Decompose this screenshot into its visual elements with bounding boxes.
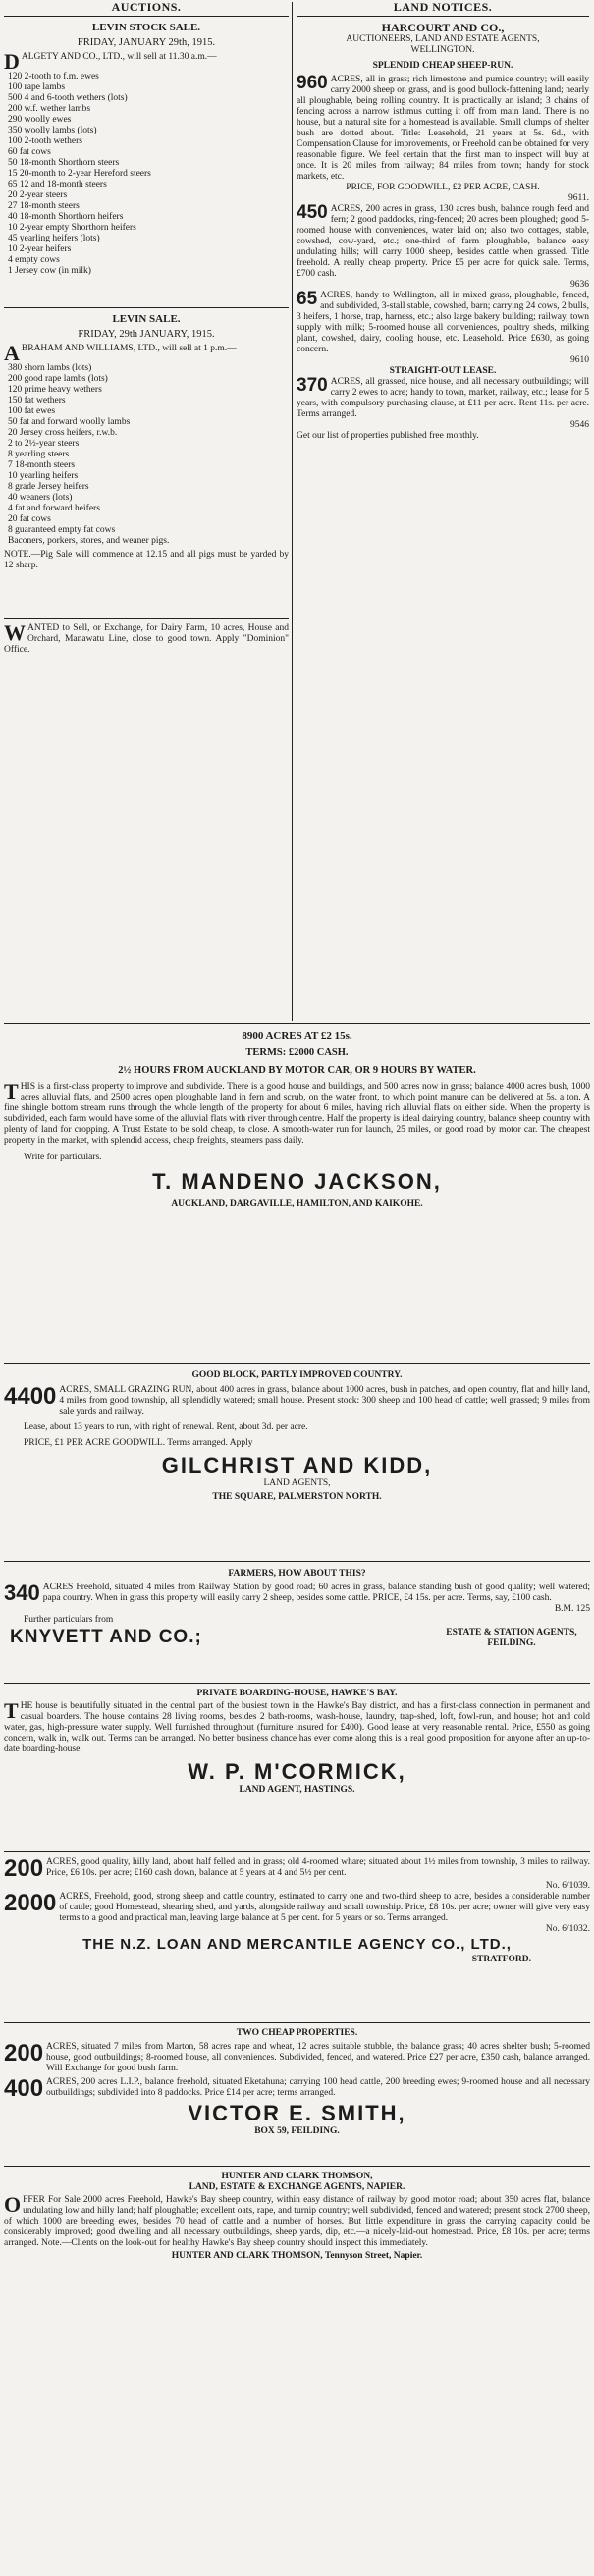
lot-item: 4 empty cows [8, 255, 60, 265]
nz-loan-city: STRATFORD. [471, 1955, 531, 1964]
harcourt-line2: AUCTIONEERS, LAND AND ESTATE AGENTS, [346, 34, 540, 44]
lot-item: 8 yearling steers [8, 450, 70, 459]
smith-name: VICTOR E. SMITH, [188, 2101, 406, 2125]
lot-item: 20 fat cows [8, 514, 51, 524]
listing-370: 370 ACRES, all grassed, nice house, and all necessary outbuildings; will carry 2 ewes to acre; handy to town, market, railway, etc.; lease for 5 years, with compulsory purchasing clause, at £11 per acre. Rent 11s. per acre. Terms arranged. [297, 377, 589, 419]
lot-item: 380 shorn lambs (lots) [8, 363, 92, 373]
levin-stock-sale-lots [8, 72, 289, 277]
harcourt-city: WELLINGTON. [410, 45, 475, 55]
listing-960-price: PRICE, FOR GOODWILL, £2 PER ACRE, CASH. [346, 183, 540, 192]
mandeno-body: T HIS is a first-class property to improve and subdivide. There is a good house and buildings, and 500 acres now in grass; balance 4000 acres bush, 1000 acres alluvial flats, and 2500 acres open ploughable land in fern and scrub, on the water front, to which point manure can be delivered at 5s. a ton. A fine shingle bottom stream runs through the whole length of the property for about 6 miles, having rich alluvial flats on either side. When the property is subdivided, each farm would have some of the alluvial flats with river through centre. Half the property is ideal dairying country, balance sheep country with plenty of land for cropping. A Trust Estate to be sold cheap, to close. A smooth-water run for launch, 25 miles, or good road by motor car. The cheapest property in the market, with splendid access, cheap freights, steamers pass daily. [4, 1082, 590, 1146]
lot-item: 20 2-year steers [8, 190, 68, 200]
hunter-body: O FFER For Sale 2000 acres Freehold, Hawke's Bay sheep country, within easy distance of railway by good motor road; about 350 acres flat, balance undulating low and hilly land; half ploughable; excellent oats, rape, and turnip country; well subdivided, fenced and watered; present stock 2700 sheep, of which 1000 are breeding ewes, besides 70 head of cattle and a number of horses. But little expenditure in grass the carrying capacity could be considerably improved; good dwelling and all necessary outbuildings, sheep yards, dip, etc.—a nicely-laid-out homestead. Price, £8 10s. per acre; terms arranged. Note.—Clients on the look-out for healthy Hawke's Bay sheep country should inspect this immediately. [4, 2195, 590, 2248]
nz-loan-ref-b: No. 6/1032. [545, 1924, 590, 1934]
listing-960-ref: 9611. [567, 193, 589, 203]
smith-listing-200: 200 ACRES, situated 7 miles from Marton, 58 acres rape and wheat, 12 acres suitable stubble, the balance grass; 40 acres shelter bush; 5-roomed house, good outbuildings; 8-roomed house, all conveniences. Subdivided, fenced, and watered. Price £27 per acre, £350 cash, balance arranged. Will Exchange for good bush farm. [4, 2042, 590, 2073]
levin-sale-intro: A BRAHAM AND WILLIAMS, LTD., will sell at 1 p.m.— [4, 344, 237, 363]
mccormick-agents: LAND AGENT, HASTINGS. [239, 1785, 355, 1795]
knyvett-name: KNYVETT AND CO.; [10, 1628, 202, 1647]
acreage: 370 [297, 377, 328, 396]
levin-sale-note: NOTE.—Pig Sale will commence at 12.15 and all pigs must be yarded by 12 sharp. [4, 550, 289, 570]
knyvett-footer [4, 1628, 590, 1649]
auctions-column [4, 0, 289, 656]
lot-item: 10 2-year heifers [8, 244, 72, 254]
gilchrist-body: 4400 ACRES, SMALL GRAZING RUN, about 400 acres in grass, balance about 1000 acres, bush in patches, and open country, flat and hilly land, 4 miles from good township, all splendidly watered; small house. Present stock: 300 sheep and 100 head of cattle; well grassed; 9 miles from sale yards and railway. [4, 1385, 590, 1417]
mandeno-write: Write for particulars. [24, 1153, 102, 1162]
levin-sale-lots [8, 363, 289, 547]
lot-item: 100 2-tooth wethers [8, 136, 82, 146]
lot-item: 15 20-month to 2-year Hereford steers [8, 169, 151, 179]
boarding-heading: PRIVATE BOARDING-HOUSE, HAWKE'S BAY. [196, 1689, 398, 1698]
lot-item: Baconers, porkers, stores, and weaner pigs. [8, 536, 170, 546]
drop-cap: W [4, 623, 26, 645]
drop-cap: A [4, 344, 20, 363]
gilchrist-price: PRICE, £1 PER ACRE GOODWILL. Terms arranged. Apply [24, 1438, 253, 1448]
acreage: 65 [297, 291, 318, 309]
lot-item: 120 2-tooth to f.m. ewes [8, 72, 99, 81]
knyvett-ad [4, 1569, 590, 1649]
listing-65: 65 ACRES, handy to Wellington, all in mixed grass, ploughable, fenced, and subdivided, 3-stall stable, cowshed, barn; carrying 24 cows, 2 bulls, 3 heifers, 1 horse, trap, harness, etc.; also large bakery building; railway, town supply with milk; 5-roomed house all conveniences, poultry sheds, milking plant, cowshed, dairy, cooling house, etc. Leasehold. Price £630, as going concern. [297, 291, 589, 354]
acreage: 450 [297, 204, 328, 223]
knyvett-further: Further particulars from [24, 1615, 114, 1625]
knyvett-ref: B.M. 125 [554, 1604, 590, 1614]
drop-cap: O [4, 2195, 22, 2217]
levin-sale-ad [4, 312, 289, 615]
boarding-house-ad [4, 1689, 590, 1796]
lot-item: 290 woolly ewes [8, 115, 72, 125]
drop-cap: T [4, 1082, 19, 1103]
lot-item: 100 fat ewes [8, 406, 56, 416]
nz-loan-name: THE N.Z. LOAN AND MERCANTILE AGENCY CO., LTD., [82, 1936, 512, 1953]
hunter-head1: HUNTER AND CLARK THOMSON, [221, 2172, 373, 2181]
mandeno-places: AUCKLAND, DARGAVILLE, HAMILTON, AND KAIKOHE. [171, 1199, 423, 1208]
lot-item: 2 to 2½-year steers [8, 439, 80, 449]
column-divider [292, 2, 293, 1021]
lot-item: 50 18-month Shorthorn steers [8, 158, 120, 168]
mandeno-ad [4, 1029, 590, 1209]
hunter-footer: HUNTER AND CLARK THOMSON, Tennyson Street, Napier. [171, 2251, 423, 2261]
levin-sale-date: FRIDAY, 29th JANUARY, 1915. [78, 329, 215, 340]
lot-item: 60 fat cows [8, 147, 51, 157]
mandeno-heading: 8900 ACRES AT £2 15s. [242, 1030, 352, 1042]
gilchrist-lease: Lease, about 13 years to run, with right of renewal. Rent, about 3d. per acre. [24, 1422, 308, 1432]
acreage: 960 [297, 75, 328, 93]
knyvett-agents: ESTATE & STATION AGENTS, FEILDING. [446, 1628, 577, 1648]
lot-item: 1 Jersey cow (in milk) [8, 266, 91, 276]
listing-450: 450 ACRES, 200 acres in grass, 130 acres bush, balance rough feed and fern; 2 good paddocks, ring-fenced; 20 acres been ploughed; good 5-roomed house with conveniences, water laid on; also two cottages, stable, cowshed, cow-yard, etc.; one-third of farm ploughable, balance easy undulating hills; will carry 1000 sheep, besides cattle when grassed. Title freehold. A really cheap property. Price £5 per acre for quick sale. Terms, £700 cash. [297, 204, 589, 279]
listing-370-ref: 9546 [570, 420, 589, 430]
acreage: 340 [4, 1583, 40, 1604]
levin-stock-sale-intro: D ALGETY AND CO., LTD., will sell at 11.30 a.m.— [4, 52, 217, 72]
hunter-ad [4, 2172, 590, 2262]
knyvett-body: 340 ACRES Freehold, situated 4 miles from Railway Station by good road; 60 acres in grass, balance standing bush of good quality; well watered; papa country. When in grass this property will easily carry 2 sheep, besides some cattle. PRICE, £4 15s. per acre. Terms, say, £100 cash. [4, 1583, 590, 1604]
lot-item: 40 weaners (lots) [8, 493, 73, 503]
mccormick-name: W. P. M'CORMICK, [188, 1759, 406, 1784]
drop-cap: T [4, 1701, 19, 1723]
listing-65-ref: 9610 [570, 355, 589, 365]
lot-item: 8 guaranteed empty fat cows [8, 525, 116, 535]
gilchrist-agents: LAND AGENTS, [263, 1478, 331, 1488]
lot-item: 7 18-month steers [8, 460, 76, 470]
lot-item: 45 yearling heifers (lots) [8, 234, 100, 243]
lot-item: 8 grade Jersey heifers [8, 482, 89, 492]
lot-item: 200 good rape lambs (lots) [8, 374, 108, 384]
levin-stock-sale-date: FRIDAY, JANUARY 29th, 1915. [77, 37, 216, 48]
lot-item: 20 Jersey cross heifers, r.w.b. [8, 428, 118, 438]
nz-loan-ad [4, 1857, 590, 1965]
acreage: 4400 [4, 1385, 57, 1410]
smith-address: BOX 59, FEILDING. [254, 2126, 340, 2136]
mandeno-terms: TERMS: £2000 CASH. [245, 1047, 349, 1058]
smith-ad [4, 2028, 590, 2137]
acreage: 200 [4, 2042, 44, 2066]
lot-item: 200 w.f. wether lambs [8, 104, 91, 114]
lot-item: 4 fat and forward heifers [8, 504, 100, 513]
acreage: 400 [4, 2077, 44, 2101]
acreage: 2000 [4, 1892, 57, 1916]
drop-cap: D [4, 52, 20, 72]
nz-loan-listing-200: 200 ACRES, good quality, hilly land, about half felled and in grass; old 4-roomed whare; situated about 1½ miles from township, 3 miles to railway. Price, £6 10s. per acre; £160 cash down, balance at 5 years at 4 and 5½ per cent. [4, 1857, 590, 1881]
lot-item: 65 12 and 18-month steers [8, 180, 107, 189]
lot-item: 27 18-month steers [8, 201, 80, 211]
smith-listing-400: 400 ACRES, 200 acres L.I.P., balance freehold, situated Eketahuna; carrying 100 head cattle, 200 breeding ewes; 9-roomed house and all necessary outbuildings; subdivided into 8 paddocks. Price £14 per acre; terms arranged. [4, 2077, 590, 2101]
gilchrist-name: GILCHRIST AND KIDD, [161, 1453, 433, 1477]
levin-sale-title: LEVIN SALE. [112, 313, 181, 325]
knyvett-heading: FARMERS, HOW ABOUT THIS? [228, 1569, 366, 1579]
auctions-header: AUCTIONS. [111, 0, 182, 14]
lot-item: 10 2-year empty Shorthorn heifers [8, 223, 136, 233]
gilchrist-ad [4, 1370, 590, 1503]
harcourt-footer: Get our list of properties published free monthly. [297, 431, 479, 441]
mandeno-name: T. MANDENO JACKSON, [152, 1169, 442, 1194]
boarding-body: T HE house is beautifully situated in the central part of the busiest town in the Hawke's Bay district, and has a first-class connection in permanent and casual boarders. The house contains 28 living rooms, besides 2 bath-rooms, wash-house, laundry, trap-shed, loft, fowl-run, and house; hot and cold water, gas, high-pressure water supply. Well furnished throughout (furniture insured for £400). Good lease at very reasonable rental. Price, £550 as going concern, walk in, walk out. Terms can be arranged. No better business chance has ever come along this is a real good proposition for anyone after an up-to-date boarding-house. [4, 1701, 590, 1754]
mandeno-sub: 2½ HOURS FROM AUCKLAND BY MOTOR CAR, OR 9 HOURS BY WATER. [118, 1065, 476, 1076]
levin-stock-sale-ad [4, 21, 289, 303]
land-notices-header: LAND NOTICES. [393, 0, 493, 14]
lot-item: 40 18-month Shorthorn heifers [8, 212, 124, 222]
harcourt-name: HARCOURT AND CO., [381, 21, 505, 34]
lease-heading: STRAIGHT-OUT LEASE. [389, 366, 497, 376]
lot-item: 150 fat wethers [8, 396, 66, 405]
listing-450-ref: 9636 [570, 280, 589, 290]
lot-item: 120 prime heavy wethers [8, 385, 102, 395]
levin-stock-sale-title: LEVIN STOCK SALE. [91, 22, 201, 33]
harcourt-heading: SPLENDID CHEAP SHEEP-RUN. [372, 61, 513, 71]
nz-loan-listing-2000: 2000 ACRES, Freehold, good, strong sheep and cattle country, estimated to carry one and two-third sheep to acre, besides a considerable number of cattle; good Homestead, shearing shed, and yards, alongside railway and small township. Price, £8 10s. per acre; owner will give very easy terms to a good and practical man, leaving large balance at 5 per cent. for 5 years or so. Terms arranged. [4, 1892, 590, 1923]
land-notices-column [297, 0, 589, 442]
gilchrist-heading: GOOD BLOCK, PARTLY IMPROVED COUNTRY. [191, 1370, 403, 1380]
wanted-ad: W ANTED to Sell, or Exchange, for Dairy Farm, 10 acres, House and Orchard, Manawatu Line, close to good town. Apply "Dominion" Office. [4, 623, 289, 655]
lot-item: 500 4 and 6-tooth wethers (lots) [8, 93, 128, 103]
lot-item: 100 rape lambs [8, 82, 66, 92]
lot-item: 50 fat and forward woolly lambs [8, 417, 131, 427]
hunter-head2: LAND, ESTATE & EXCHANGE AGENTS, NAPIER. [189, 2182, 405, 2192]
gilchrist-address: THE SQUARE, PALMERSTON NORTH. [212, 1492, 382, 1502]
smith-heading: TWO CHEAP PROPERTIES. [236, 2028, 358, 2038]
lot-item: 350 woolly lambs (lots) [8, 126, 97, 135]
acreage: 200 [4, 1857, 44, 1881]
listing-960: 960 ACRES, all in grass; rich limestone and pumice country; will easily carry 2000 sheep on grass, and is good bullock-fattening land; nearly all ploughable, being rolling country. It is practically an island; 3 chains of fencing across a narrow isthmus cutting it off from main land. There is no house, but a natural site for a homestead is available. Small clumps of shelter bush are dotted about. Title: Leasehold, 21 years at 5s. 6d., with Compensation Clause for improvements, or Freehold can be obtained for very reasonable figure. We feel certain that the first man to inspect will buy at once. It is 20 miles from railway; 84 miles from town; handy for stock markets, etc. [297, 75, 589, 182]
nz-loan-ref-a: No. 6/1039. [545, 1881, 590, 1891]
lot-item: 10 yearling heifers [8, 471, 79, 481]
